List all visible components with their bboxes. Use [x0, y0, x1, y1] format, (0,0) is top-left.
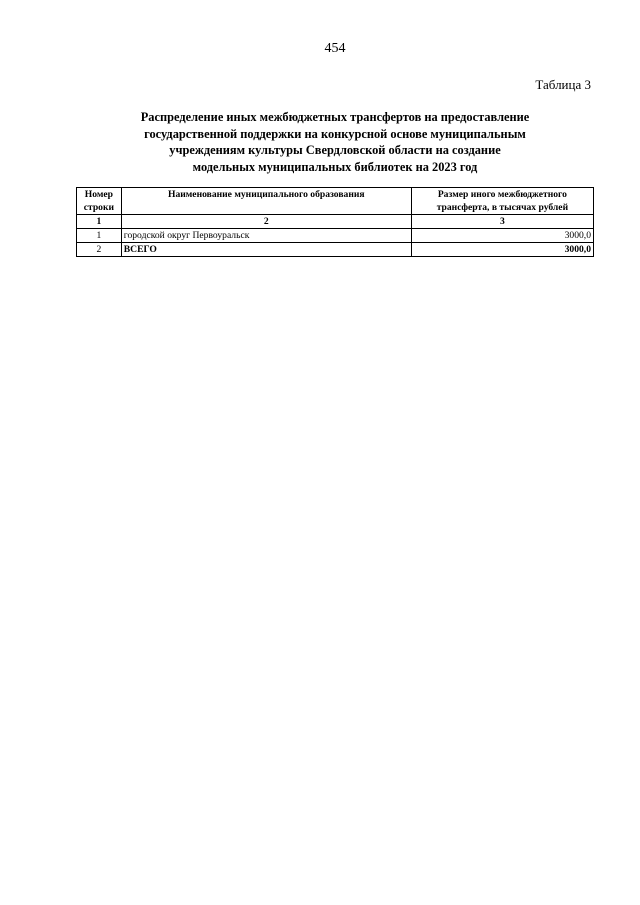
- column-number-row: [77, 215, 594, 229]
- column-number-1: 1: [77, 215, 122, 229]
- row-number: 2: [77, 243, 122, 257]
- row-number: 1: [77, 229, 122, 243]
- transfer-amount: 3000,0: [411, 229, 593, 243]
- title-line-2: государственной поддержки на конкурсной основе муниципальным: [144, 126, 526, 141]
- column-number-2: 2: [121, 215, 411, 229]
- header-amount: Размер иного межбюджетного трансферта, в тысячах рублей: [411, 188, 593, 215]
- table-row: [77, 229, 594, 243]
- table-row-total: [77, 243, 594, 257]
- table-label: Таблица 3: [535, 77, 591, 92]
- header-municipality: Наименование муниципального образования: [121, 188, 411, 215]
- total-amount: 3000,0: [411, 243, 593, 257]
- header-row-number: Номер строки: [77, 188, 122, 215]
- title-line-4: модельных муниципальных библиотек на 2023 год: [192, 159, 478, 174]
- table-header-row: [77, 188, 594, 215]
- distribution-table: [76, 187, 594, 257]
- title-line-3: учреждениям культуры Свердловской области на создание: [169, 143, 501, 157]
- column-number-3: 3: [411, 215, 593, 229]
- total-label: ВСЕГО: [121, 243, 411, 257]
- municipality-name: городской округ Первоуральск: [121, 229, 411, 243]
- page-number: 454: [324, 41, 346, 56]
- document-title: [60, 109, 610, 175]
- title-line-1: Распределение иных межбюджетных трансфертов на предоставление: [140, 110, 530, 124]
